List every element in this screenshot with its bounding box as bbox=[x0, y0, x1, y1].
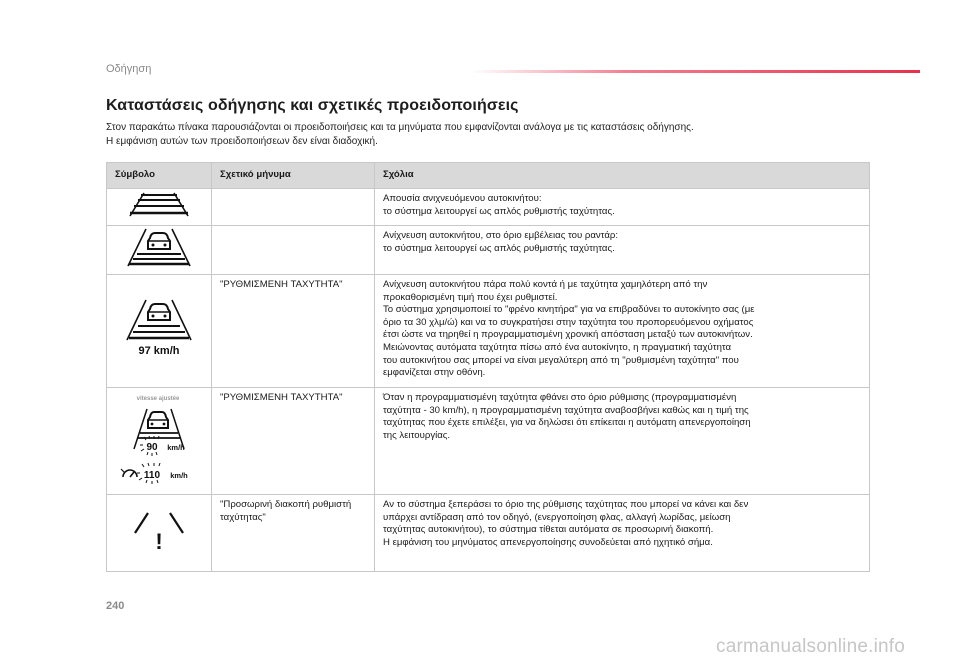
comment-line: Όταν η προγραμματισμένη ταχύτητα φθάνει στο όριο ρύθμισης (προγραμματισμένη bbox=[383, 392, 737, 403]
comment-line: εμφανίζεται στην οθόνη. bbox=[383, 367, 486, 379]
table-row bbox=[107, 495, 870, 572]
intro-text bbox=[106, 121, 866, 148]
comment-line: το σύστημα λειτουργεί ως απλός ρυθμιστής ταχύτητας. bbox=[383, 242, 615, 254]
table-row bbox=[107, 388, 870, 495]
comment-cell bbox=[375, 226, 870, 275]
comment-cell bbox=[375, 388, 870, 495]
display-header-text: vitesse ajustée bbox=[136, 395, 180, 402]
message-cell bbox=[212, 495, 375, 572]
comment-cell bbox=[375, 275, 870, 388]
message-cell: "ΡΥΘΜΙΣΜΕΝΗ ΤΑΧΥΤΗΤΑ" bbox=[212, 275, 375, 388]
column-header-comments: Σχόλια bbox=[375, 163, 870, 189]
comment-line: Μειώνοντας αυτόματα ταχύτητα πίσω από ένα αυτοκίνητο, η πραγματική ταχύτητα bbox=[383, 341, 732, 353]
comment-cell bbox=[375, 495, 870, 572]
warning-icon bbox=[123, 507, 195, 555]
symbol-cell bbox=[107, 189, 212, 226]
comment-line: ταχύτητας αυτοκινήτου), το σύστημα τίθεται αυτόματα σε προσωρινή διακοπή. bbox=[383, 524, 714, 536]
comment-line: έτσι ώστε να τηρηθεί η προγραμματισμένη χρονική απόσταση μεταξύ των αυτοκινήτων. bbox=[383, 329, 753, 341]
comment-line: Ανίχνευση αυτοκινήτου πάρα πολύ κοντά ή με ταχύτητα χαμηλότερη από την bbox=[383, 279, 708, 290]
symbol-cell bbox=[107, 275, 212, 388]
speed-adjusted-icon bbox=[114, 391, 204, 487]
table-row bbox=[107, 189, 870, 226]
comment-line: ταχύτητα - 30 km/h), η προγραμματισμένη ταχύτητα αναβοσβήνει καθώς και η τιμή της bbox=[383, 404, 749, 416]
section-label: Οδήγηση bbox=[106, 63, 152, 75]
watermark: carmanualsonline.info bbox=[716, 636, 906, 657]
vehicle-close-speed-icon bbox=[119, 298, 199, 360]
comment-line: της λειτουργίας. bbox=[383, 429, 451, 441]
page-title: Καταστάσεις οδήγησης και σχετικές προειδοποιήσεις bbox=[106, 97, 519, 114]
column-header-symbol: Σύμβολο bbox=[107, 163, 212, 189]
message-line: ταχύτητας" bbox=[220, 511, 266, 523]
intro-line: Στον παρακάτω πίνακα παρουσιάζονται οι προειδοποιήσεις και τα μηνύματα που εμφανίζονται ανάλογα με τις καταστάσεις οδήγησης. bbox=[106, 122, 694, 133]
warnings-table bbox=[106, 162, 870, 572]
speed-value-1: 90 bbox=[146, 441, 158, 453]
page-number: 240 bbox=[106, 600, 125, 612]
symbol-cell bbox=[107, 388, 212, 495]
comment-line: Η εμφάνιση του μηνύματος απενεργοποίησης συνοδεύεται από ηχητικό σήμα. bbox=[383, 536, 713, 548]
comment-line: ταχύτητας που έχετε επιλέξει, για να δηλώσει ότι επίκειται η αυτόματη απενεργοποίηση bbox=[383, 417, 751, 429]
message-cell bbox=[212, 226, 375, 275]
table-header-row bbox=[107, 163, 870, 189]
column-header-message: Σχετικό μήνυμα bbox=[212, 163, 375, 189]
warning-mark: ! bbox=[155, 528, 163, 554]
speedometer-icon bbox=[121, 469, 137, 477]
comment-cell bbox=[375, 189, 870, 226]
comment-line: του αυτοκινήτου σας μπορεί να είναι μεγαλύτερη από τη "ρυθμισμένη ταχύτητα" που bbox=[383, 354, 739, 366]
comment-line: Ανίχνευση αυτοκινήτου, στο όριο εμβέλειας του ραντάρ: bbox=[383, 230, 619, 241]
speed-readout: 97 km/h bbox=[138, 344, 180, 357]
symbol-cell bbox=[107, 226, 212, 275]
speed-value-2: 110 bbox=[143, 469, 161, 481]
message-cell bbox=[212, 189, 375, 226]
comment-line: Απουσία ανιχνευόμενου αυτοκινήτου: bbox=[383, 193, 542, 204]
table-row bbox=[107, 275, 870, 388]
comment-line: Το σύστημα χρησιμοποιεί το "φρένο κινητήρα" για να επιβραδύνει το αυτοκίνητο σας (με bbox=[383, 304, 755, 316]
vehicle-detected-icon bbox=[122, 228, 196, 268]
comment-line: το σύστημα λειτουργεί ως απλός ρυθμιστής ταχύτητας. bbox=[383, 205, 615, 217]
lane-lines-icon bbox=[124, 192, 194, 218]
speed-unit-2: km/h bbox=[170, 470, 188, 480]
table-row bbox=[107, 226, 870, 275]
message-line: "Προσωρινή διακοπή ρυθμιστή bbox=[220, 499, 352, 510]
comment-line: υπάρχει αντίδραση από τον οδηγό, (ενεργοποίηση φλας, αλλαγή λωρίδας, μείωση bbox=[383, 511, 731, 523]
comment-line: όριο τα 30 χλμ/ώ) και να το συγκρατήσει στην ταχύτητα του προπορευόμενου οχήματος bbox=[383, 316, 754, 328]
symbol-cell bbox=[107, 495, 212, 572]
message-cell: "ΡΥΘΜΙΣΜΕΝΗ ΤΑΧΥΤΗΤΑ" bbox=[212, 388, 375, 495]
speed-unit-1: km/h bbox=[167, 442, 185, 452]
comment-line: Αν το σύστημα ξεπεράσει το όριο της ρύθμισης ταχύτητας που μπορεί να κάνει και δεν bbox=[383, 499, 749, 510]
intro-line: Η εμφάνιση αυτών των προειδοποιήσεων δεν είναι διαδοχική. bbox=[106, 135, 378, 147]
comment-line: προκαθορισμένη τιμή που έχει ρυθμιστεί. bbox=[383, 291, 558, 303]
header-accent-line bbox=[470, 70, 920, 73]
